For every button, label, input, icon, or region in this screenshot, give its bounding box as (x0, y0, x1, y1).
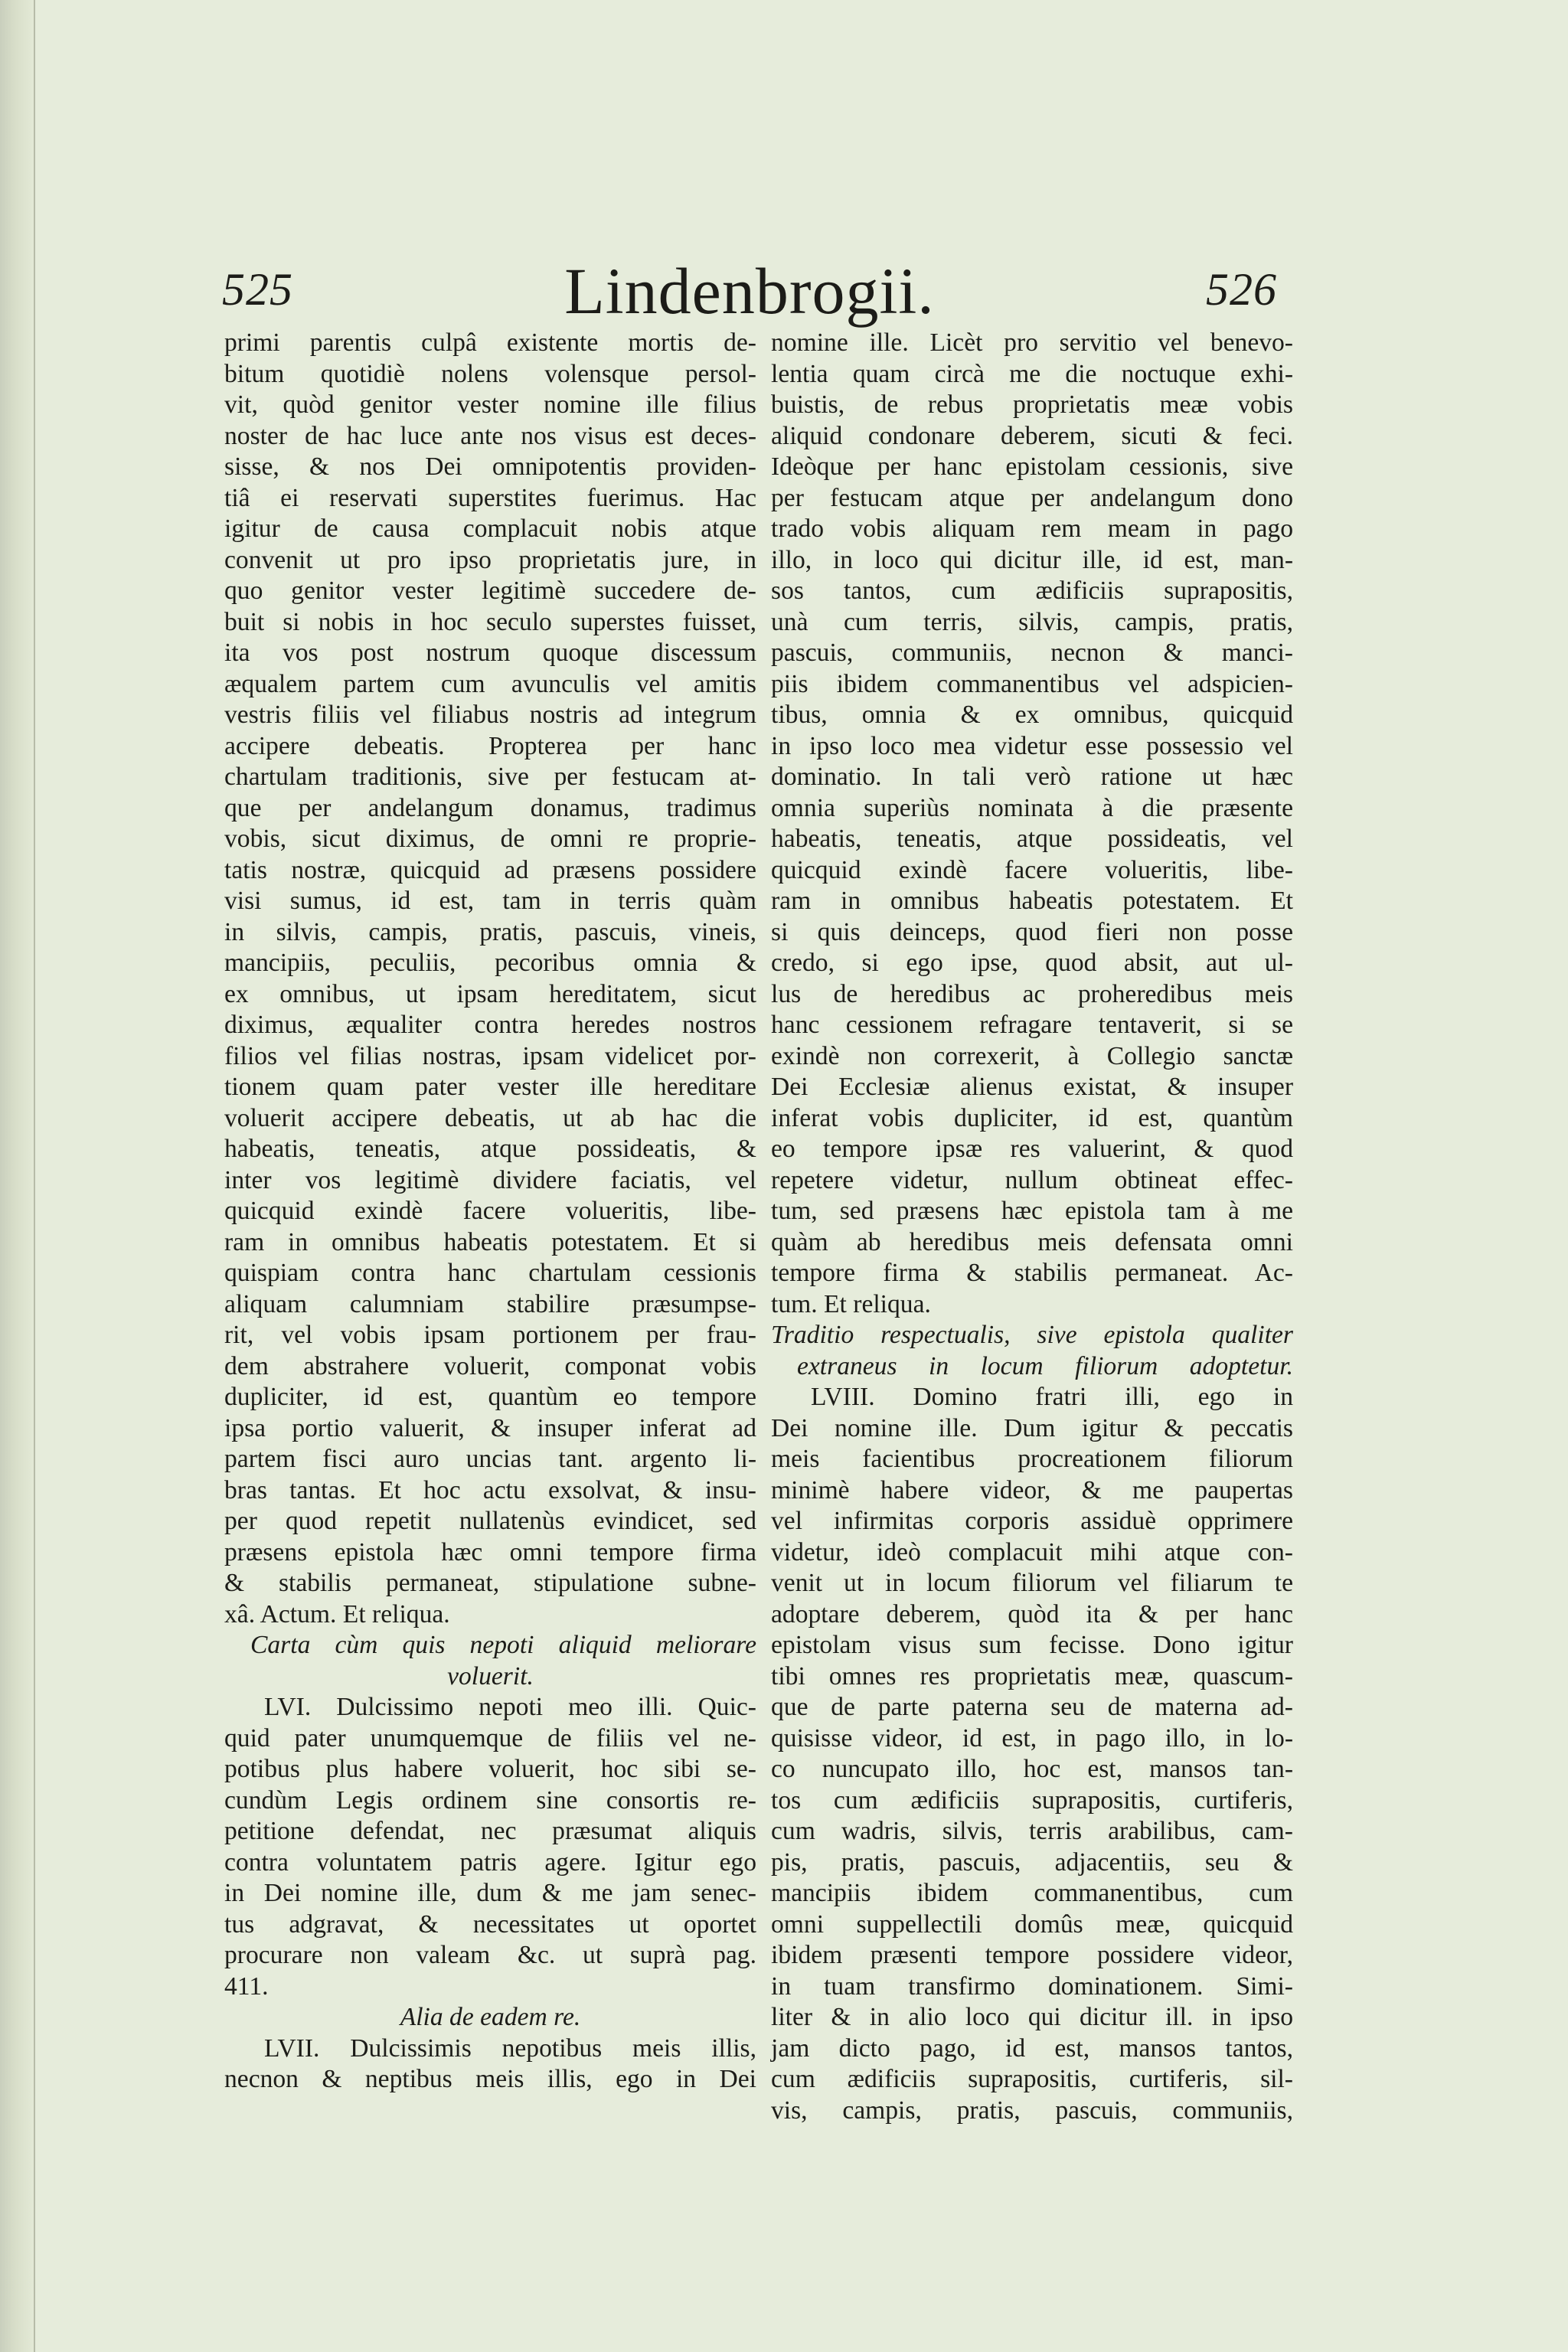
text-line: voluerit. (447, 1661, 534, 1690)
text-line: & stabilis permaneat, stipulatione subne- (224, 1569, 756, 1597)
text-line: tus adgravat, & necessitates ut oportet (224, 1909, 756, 1939)
text-line: quisisse videor, id est, in pago illo, in lo- (771, 1723, 1293, 1753)
text-line: tum, sed præsens hæc epistola tam à me (771, 1197, 1293, 1225)
right-column (771, 328, 1293, 2126)
text-line: primi parentis culpâ existente mortis de- (224, 328, 756, 357)
text-line: que per andelangum donamus, tradimus (224, 793, 756, 822)
text-line: ibidem præsenti tempore possidere videor, (771, 1941, 1293, 1969)
text-line: nomine ille. Licèt pro servitio vel benevo- (771, 328, 1293, 357)
text-line: potibus plus habere voluerit, hoc sibi se- (224, 1755, 756, 1783)
text-line: vit, quòd genitor vester nomine ille filius (224, 390, 756, 419)
text-line: noster de hac luce ante nos visus est deces- (224, 421, 756, 450)
text-line: cundùm Legis ordinem sine consortis re- (224, 1785, 756, 1815)
text-line: dupliciter, id est, quantùm eo tempore (224, 1383, 756, 1411)
text-line: inter vos legitimè dividere faciatis, vel (224, 1165, 756, 1194)
text-line: præsens epistola hæc omni tempore firma (224, 1537, 756, 1566)
text-line: Dei nomine ille. Dum igitur & peccatis (771, 1413, 1293, 1442)
text-line: inferat vobis dupliciter, id est, quantùm (771, 1103, 1293, 1132)
text-line: habeatis, teneatis, atque possideatis, & (224, 1135, 756, 1163)
text-line: quispiam contra hanc chartulam cessionis (224, 1259, 756, 1287)
text-line: partem fisci auro uncias tant. argento li- (224, 1445, 756, 1473)
text-line: que de parte paterna seu de materna ad- (771, 1693, 1293, 1721)
text-line: quicquid exindè facere volueritis, libe- (224, 1197, 756, 1225)
text-line: credo, si ego ipse, quod absit, aut ul- (771, 949, 1293, 977)
text-line: Alia de eadem re. (400, 2003, 581, 2031)
text-line: mancipiis ibidem commanentibus, cum (771, 1879, 1293, 1907)
text-line: in ipso loco mea videtur esse possessio vel (771, 731, 1293, 760)
text-line: vobis, sicut diximus, de omni re proprie- (224, 825, 756, 853)
text-line: aliquid condonare deberem, sicuti & feci. (771, 421, 1293, 450)
text-line: LVII. Dulcissimis nepotibus meis illis, (264, 2034, 756, 2063)
text-line: meis facientibus procreationem filiorum (771, 1445, 1293, 1473)
page-header (222, 253, 1277, 329)
text-line: LVI. Dulcissimo nepoti meo illi. Quic- (264, 1693, 756, 1721)
text-line: piis ibidem commanentibus vel adspicien- (771, 669, 1293, 698)
text-line: epistolam visus sum fecisse. Dono igitur (771, 1631, 1293, 1659)
text-line: accipere debeatis. Propterea per hanc (224, 731, 756, 760)
text-line: repetere videtur, nullum obtineat effec- (771, 1165, 1293, 1194)
text-line: necnon & neptibus meis illis, ego in Dei (224, 2065, 756, 2093)
right-page-number: 526 (1206, 264, 1277, 315)
text-line: omnia superiùs nominata à die præsente (771, 793, 1293, 822)
text-line: co nuncupato illo, hoc est, mansos tan- (771, 1755, 1293, 1783)
text-line: tiâ ei reservati superstites fuerimus. Hac (224, 483, 756, 512)
text-line: Dei Ecclesiæ alienus existat, & insuper (771, 1073, 1293, 1101)
text-line: minimè habere videor, & me paupertas (771, 1475, 1293, 1504)
text-line: tibi omnes res proprietatis meæ, quascum- (771, 1661, 1293, 1690)
text-line: ex omnibus, ut ipsam hereditatem, sicut (224, 979, 756, 1008)
text-line: in tuam transfirmo dominationem. Simi- (771, 1971, 1293, 2001)
text-line: voluerit accipere debeatis, ut ab hac die (224, 1103, 756, 1132)
text-line: bitum quotidiè nolens volensque persol- (224, 359, 756, 388)
text-line: habeatis, teneatis, atque possideatis, vel (771, 825, 1293, 853)
text-line: quàm ab heredibus meis defensata omni (771, 1227, 1293, 1256)
text-line: tionem quam pater vester ille hereditare (224, 1073, 756, 1101)
text-line: eo tempore ipsæ res valuerint, & quod (771, 1135, 1293, 1163)
text-line: Carta cùm quis nepoti aliquid meliorare (250, 1631, 756, 1659)
text-line: pis, pratis, pascuis, adjacentiis, seu & (771, 1847, 1293, 1877)
text-line: exindè non correxerit, à Collegio sanctæ (771, 1041, 1293, 1070)
text-line: extraneus in locum filiorum adoptetur. (797, 1351, 1293, 1380)
text-line: petitione defendat, nec præsumat aliquis (224, 1817, 756, 1845)
text-line: vestris filiis vel filiabus nostris ad integrum (224, 701, 756, 729)
text-line: trado vobis aliquam rem meam in pago (771, 514, 1293, 543)
text-line: tibus, omnia & ex omnibus, quicquid (771, 701, 1293, 729)
text-line: pascuis, communiis, necnon & manci- (771, 639, 1293, 667)
text-line: in silvis, campis, pratis, pascuis, vineis, (224, 917, 756, 946)
text-line: quicquid exindè facere volueritis, libe- (771, 855, 1293, 884)
text-line: lentia quam circà me die noctuque exhi- (771, 359, 1293, 388)
text-line: visi sumus, id est, tam in terris quàm (224, 887, 756, 915)
text-line: per festucam atque per andelangum dono (771, 483, 1293, 512)
text-line: Traditio respectualis, sive epistola qualiter (771, 1321, 1293, 1349)
text-line: igitur de causa complacuit nobis atque (224, 514, 756, 543)
text-line: jam dicto pago, id est, mansos tantos, (771, 2034, 1293, 2063)
text-line: tos cum ædificiis suprapositis, curtiferis, (771, 1785, 1293, 1815)
text-line: si quis deinceps, quod fieri non posse (771, 917, 1293, 946)
text-line: cum wadris, silvis, terris arabilibus, cam- (771, 1817, 1293, 1845)
text-line: buit si nobis in hoc seculo superstes fuisset, (224, 607, 756, 636)
text-line: LVIII. Domino fratri illi, ego in (811, 1383, 1293, 1411)
book-spine-shadow (0, 0, 34, 2352)
text-line: buistis, de rebus proprietatis meæ vobis (771, 390, 1293, 419)
text-line: omni suppellectili domûs meæ, quicquid (771, 1909, 1293, 1939)
text-line: æqualem partem cum avunculis vel amitis (224, 669, 756, 698)
text-line: lus de heredibus ac proheredibus meis (771, 979, 1293, 1008)
text-line: contra voluntatem patris agere. Igitur ego (224, 1847, 756, 1877)
text-line: in Dei nomine ille, dum & me jam senec- (224, 1879, 756, 1907)
text-line: ram in omnibus habeatis potestatem. Et (771, 887, 1293, 915)
text-line: diximus, æqualiter contra heredes nostros (224, 1011, 756, 1039)
text-line: per quod repetit nullatenùs evindicet, sed (224, 1507, 756, 1535)
text-line: illo, in loco qui dicitur ille, id est, man- (771, 545, 1293, 574)
text-line: mancipiis, peculiis, pecoribus omnia & (224, 949, 756, 977)
text-line: tatis nostræ, quicquid ad præsens possidere (224, 855, 756, 884)
text-line: unà cum terris, silvis, campis, pratis, (771, 607, 1293, 636)
text-line: vis, campis, pratis, pascuis, communiis, (771, 2096, 1293, 2125)
text-line: convenit ut pro ipso proprietatis jure, in (224, 545, 756, 574)
text-line: xâ. Actum. Et reliqua. (224, 1599, 450, 1628)
text-line: aliquam calumniam stabilire præsumpse- (224, 1289, 756, 1318)
text-line: quid pater unumquemque de filiis vel ne- (224, 1723, 756, 1753)
text-line: liter & in alio loco qui dicitur ill. in ipso (771, 2003, 1293, 2031)
left-page-number: 525 (222, 264, 293, 315)
left-column (224, 328, 756, 2096)
text-line: rit, vel vobis ipsam portionem per frau- (224, 1321, 756, 1349)
text-line: filios vel filias nostras, ipsam videlicet por- (224, 1041, 756, 1070)
text-line: hanc cessionem refragare tentaverit, si se (771, 1011, 1293, 1039)
running-title: Lindenbrogii. (564, 254, 935, 328)
text-line: adoptare deberem, quòd ita & per hanc (771, 1599, 1293, 1628)
text-line: cum ædificiis suprapositis, curtiferis, sil- (771, 2065, 1293, 2093)
text-line: sisse, & nos Dei omnipotentis providen- (224, 452, 756, 481)
text-line: tempore firma & stabilis permaneat. Ac- (771, 1259, 1293, 1287)
text-line: tum. Et reliqua. (771, 1289, 931, 1318)
text-line: ipsa portio valuerit, & insuper inferat ad (224, 1413, 756, 1442)
text-line: quo genitor vester legitimè succedere de- (224, 577, 756, 605)
text-line: Ideòque per hanc epistolam cessionis, sive (771, 452, 1293, 481)
text-line: 411. (224, 1971, 269, 2001)
text-line: ram in omnibus habeatis potestatem. Et si (224, 1227, 756, 1256)
text-line: videtur, ideò complacuit mihi atque con- (771, 1537, 1293, 1566)
text-line: sos tantos, cum ædificiis suprapositis, (771, 577, 1293, 605)
text-line: venit ut in locum filiorum vel filiarum te (771, 1569, 1293, 1597)
text-line: dominatio. In tali verò ratione ut hæc (771, 763, 1293, 791)
text-line: vel infirmitas corporis assiduè opprimere (771, 1507, 1293, 1535)
text-line: procurare non valeam &c. ut suprà pag. (224, 1941, 756, 1969)
gutter-line (34, 0, 35, 2352)
text-line: chartulam traditionis, sive per festucam at- (224, 763, 756, 791)
text-line: dem abstrahere voluerit, componat vobis (224, 1351, 756, 1380)
text-line: ita vos post nostrum quoque discessum (224, 639, 756, 667)
text-line: bras tantas. Et hoc actu exsolvat, & insu- (224, 1475, 756, 1504)
